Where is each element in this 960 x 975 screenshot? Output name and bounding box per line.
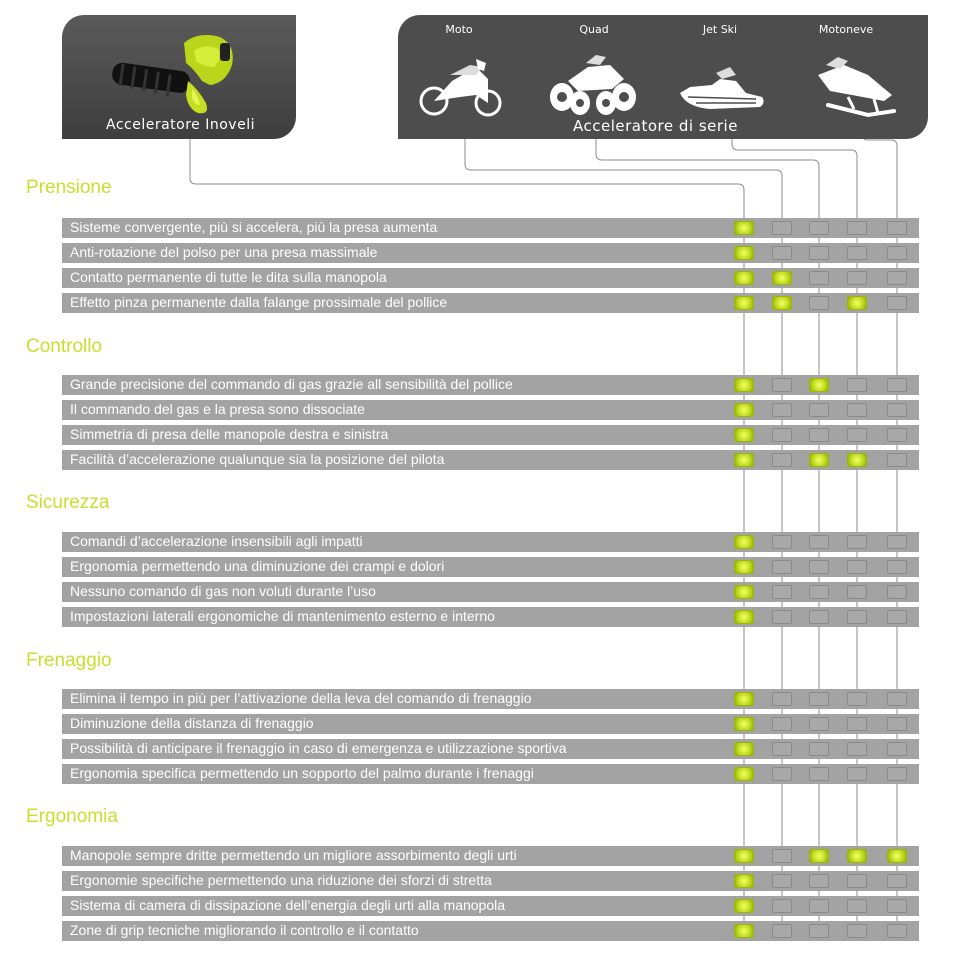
check-indicator-on bbox=[734, 403, 754, 417]
row-label: Il commando del gas e la presa sono dissociate bbox=[70, 401, 365, 417]
check-indicator-off bbox=[847, 742, 867, 756]
table-row bbox=[62, 293, 919, 313]
check-indicator-on bbox=[734, 535, 754, 549]
table-row bbox=[62, 450, 919, 470]
row-label: Comandi d’accelerazione insensibili agli impatti bbox=[70, 533, 363, 549]
check-indicator-off bbox=[809, 924, 829, 938]
check-indicator-off bbox=[847, 874, 867, 888]
check-indicator-on bbox=[847, 453, 867, 467]
check-indicator-off bbox=[772, 453, 792, 467]
section-title-ergonomia: Ergonomia bbox=[26, 806, 118, 827]
vehicle-label-quad: Quad bbox=[579, 23, 609, 36]
check-indicator-on bbox=[734, 899, 754, 913]
table-row bbox=[62, 764, 919, 784]
table-row bbox=[62, 243, 919, 263]
table-row bbox=[62, 532, 919, 552]
check-indicator-on bbox=[772, 296, 792, 310]
table-row bbox=[62, 896, 919, 916]
check-indicator-on bbox=[734, 246, 754, 260]
row-label: Ergonomia specifica permettendo un sopporto del palmo durante i frenaggi bbox=[70, 765, 534, 781]
check-indicator-off bbox=[809, 742, 829, 756]
check-indicator-off bbox=[887, 403, 907, 417]
check-indicator-off bbox=[809, 403, 829, 417]
table-row bbox=[62, 689, 919, 709]
table-row bbox=[62, 425, 919, 445]
row-label: Zone di grip tecniche migliorando il controllo e il contatto bbox=[70, 922, 419, 938]
row-label: Effetto pinza permanente dalla falange prossimale del pollice bbox=[70, 294, 448, 310]
check-indicator-off bbox=[887, 271, 907, 285]
check-indicator-off bbox=[809, 428, 829, 442]
check-indicator-off bbox=[887, 924, 907, 938]
check-indicator-off bbox=[887, 296, 907, 310]
vehicle-label-moto: Moto bbox=[445, 23, 473, 36]
table-row bbox=[62, 714, 919, 734]
check-indicator-on bbox=[734, 849, 754, 863]
check-indicator-on bbox=[734, 453, 754, 467]
check-indicator-on bbox=[734, 378, 754, 392]
check-indicator-on bbox=[734, 221, 754, 235]
row-label: Sisteme convergente, più si accelera, più la presa aumenta bbox=[70, 219, 438, 235]
table-row bbox=[62, 375, 919, 395]
check-indicator-off bbox=[809, 610, 829, 624]
check-indicator-off bbox=[887, 585, 907, 599]
check-indicator-off bbox=[847, 924, 867, 938]
check-indicator-on bbox=[809, 453, 829, 467]
check-indicator-on bbox=[734, 742, 754, 756]
check-indicator-off bbox=[887, 428, 907, 442]
inoveli-card bbox=[62, 15, 296, 139]
check-indicator-off bbox=[772, 924, 792, 938]
row-label: Grande precisione del commando di gas grazie all sensibilità del pollice bbox=[70, 376, 513, 392]
check-indicator-off bbox=[847, 560, 867, 574]
check-indicator-on bbox=[809, 849, 829, 863]
row-label: Diminuzione della distanza di frenaggio bbox=[70, 715, 314, 731]
check-indicator-off bbox=[847, 610, 867, 624]
check-indicator-on bbox=[809, 378, 829, 392]
check-indicator-off bbox=[887, 221, 907, 235]
check-indicator-off bbox=[847, 585, 867, 599]
check-indicator-off bbox=[772, 742, 792, 756]
check-indicator-on bbox=[734, 560, 754, 574]
vehicle-label-motoneve: Motoneve bbox=[818, 23, 874, 36]
table-row bbox=[62, 557, 919, 577]
row-label: Facilità d’accelerazione qualunque sia la posizione del pilota bbox=[70, 451, 445, 467]
check-indicator-off bbox=[847, 767, 867, 781]
quad-icon bbox=[548, 45, 638, 125]
row-label: Sistema di camera di dissipazione dell’energia degli urti alla manopola bbox=[70, 897, 506, 913]
row-label: Ergonomie specifiche permettendo una riduzione dei sforzi di stretta bbox=[70, 872, 492, 888]
table-row bbox=[62, 846, 919, 866]
check-indicator-off bbox=[887, 717, 907, 731]
row-label: Possibilità di anticipare il frenaggio in caso di emergenza e utilizzazione sportiva bbox=[70, 740, 567, 756]
check-indicator-off bbox=[772, 378, 792, 392]
check-indicator-off bbox=[772, 585, 792, 599]
check-indicator-on bbox=[734, 717, 754, 731]
check-indicator-off bbox=[809, 717, 829, 731]
row-label: Simmetria di presa delle manopole destra e sinistra bbox=[70, 426, 389, 442]
check-indicator-off bbox=[772, 428, 792, 442]
row-label: Ergonomia permettendo una diminuzione dei crampi e dolori bbox=[70, 558, 445, 574]
check-indicator-off bbox=[772, 403, 792, 417]
check-indicator-off bbox=[772, 535, 792, 549]
check-indicator-on bbox=[847, 296, 867, 310]
check-indicator-off bbox=[847, 221, 867, 235]
check-indicator-off bbox=[772, 899, 792, 913]
check-indicator-off bbox=[809, 221, 829, 235]
check-indicator-off bbox=[809, 560, 829, 574]
check-indicator-on bbox=[734, 271, 754, 285]
table-row bbox=[62, 921, 919, 941]
check-indicator-off bbox=[847, 246, 867, 260]
check-indicator-on bbox=[734, 767, 754, 781]
check-indicator-off bbox=[847, 428, 867, 442]
jetski-icon bbox=[676, 45, 766, 125]
section-title-controllo: Controllo bbox=[26, 336, 103, 357]
check-indicator-off bbox=[809, 271, 829, 285]
check-indicator-off bbox=[887, 899, 907, 913]
check-indicator-off bbox=[847, 692, 867, 706]
section-title-frenaggio: Frenaggio bbox=[26, 650, 112, 671]
snowmobile-icon bbox=[808, 45, 898, 125]
check-indicator-off bbox=[847, 378, 867, 392]
row-label: Manopole sempre dritte permettendo un migliore assorbimento degli urti bbox=[70, 847, 517, 863]
check-indicator-off bbox=[772, 849, 792, 863]
table-row bbox=[62, 739, 919, 759]
check-indicator-off bbox=[887, 453, 907, 467]
check-indicator-off bbox=[772, 560, 792, 574]
check-indicator-off bbox=[809, 585, 829, 599]
check-indicator-on bbox=[887, 849, 907, 863]
check-indicator-off bbox=[772, 610, 792, 624]
check-indicator-off bbox=[772, 246, 792, 260]
check-indicator-off bbox=[887, 610, 907, 624]
inoveli-label: Acceleratore Inoveli bbox=[106, 117, 255, 133]
check-indicator-off bbox=[772, 692, 792, 706]
check-indicator-on bbox=[734, 585, 754, 599]
table-row bbox=[62, 268, 919, 288]
row-label: Impostazioni laterali ergonomiche di mantenimento esterno e interno bbox=[70, 608, 495, 624]
check-indicator-off bbox=[809, 899, 829, 913]
check-indicator-off bbox=[887, 378, 907, 392]
check-indicator-off bbox=[772, 874, 792, 888]
check-indicator-on bbox=[847, 849, 867, 863]
row-label: Nessuno comando di gas non voluti durante l’uso bbox=[70, 583, 376, 599]
check-indicator-off bbox=[847, 535, 867, 549]
check-indicator-on bbox=[734, 924, 754, 938]
check-indicator-on bbox=[734, 692, 754, 706]
check-indicator-on bbox=[734, 874, 754, 888]
check-indicator-off bbox=[887, 246, 907, 260]
check-indicator-off bbox=[887, 692, 907, 706]
check-indicator-off bbox=[809, 246, 829, 260]
serie-label: Acceleratore di serie bbox=[573, 117, 738, 135]
table-row bbox=[62, 582, 919, 602]
table-row bbox=[62, 218, 919, 238]
check-indicator-off bbox=[887, 535, 907, 549]
check-indicator-off bbox=[772, 221, 792, 235]
table-row bbox=[62, 871, 919, 891]
check-indicator-off bbox=[772, 717, 792, 731]
check-indicator-off bbox=[847, 403, 867, 417]
check-indicator-on bbox=[734, 610, 754, 624]
row-label: Elimina il tempo in più per l’attivazione della leva del comando di frenaggio bbox=[70, 690, 532, 706]
check-indicator-on bbox=[772, 271, 792, 285]
check-indicator-off bbox=[809, 874, 829, 888]
check-indicator-off bbox=[809, 535, 829, 549]
check-indicator-off bbox=[887, 767, 907, 781]
table-row bbox=[62, 400, 919, 420]
check-indicator-off bbox=[887, 742, 907, 756]
section-title-prensione: Prensione bbox=[26, 177, 112, 198]
section-title-sicurezza: Sicurezza bbox=[26, 492, 110, 513]
check-indicator-off bbox=[887, 560, 907, 574]
row-label: Contatto permanente di tutte le dita sulla manopola bbox=[70, 269, 387, 285]
vehicle-label-jetski: Jet Ski bbox=[702, 23, 738, 36]
check-indicator-on bbox=[734, 428, 754, 442]
table-row bbox=[62, 607, 919, 627]
motorcycle-icon bbox=[416, 45, 506, 125]
check-indicator-off bbox=[847, 717, 867, 731]
check-indicator-off bbox=[887, 874, 907, 888]
check-indicator-off bbox=[809, 767, 829, 781]
check-indicator-off bbox=[847, 271, 867, 285]
inoveli-throttle-image bbox=[102, 23, 242, 121]
check-indicator-off bbox=[809, 692, 829, 706]
serie-card bbox=[398, 15, 928, 139]
check-indicator-off bbox=[847, 899, 867, 913]
check-indicator-off bbox=[772, 767, 792, 781]
check-indicator-on bbox=[734, 296, 754, 310]
check-indicator-off bbox=[809, 296, 829, 310]
row-label: Anti-rotazione del polso per una presa massimale bbox=[70, 244, 378, 260]
